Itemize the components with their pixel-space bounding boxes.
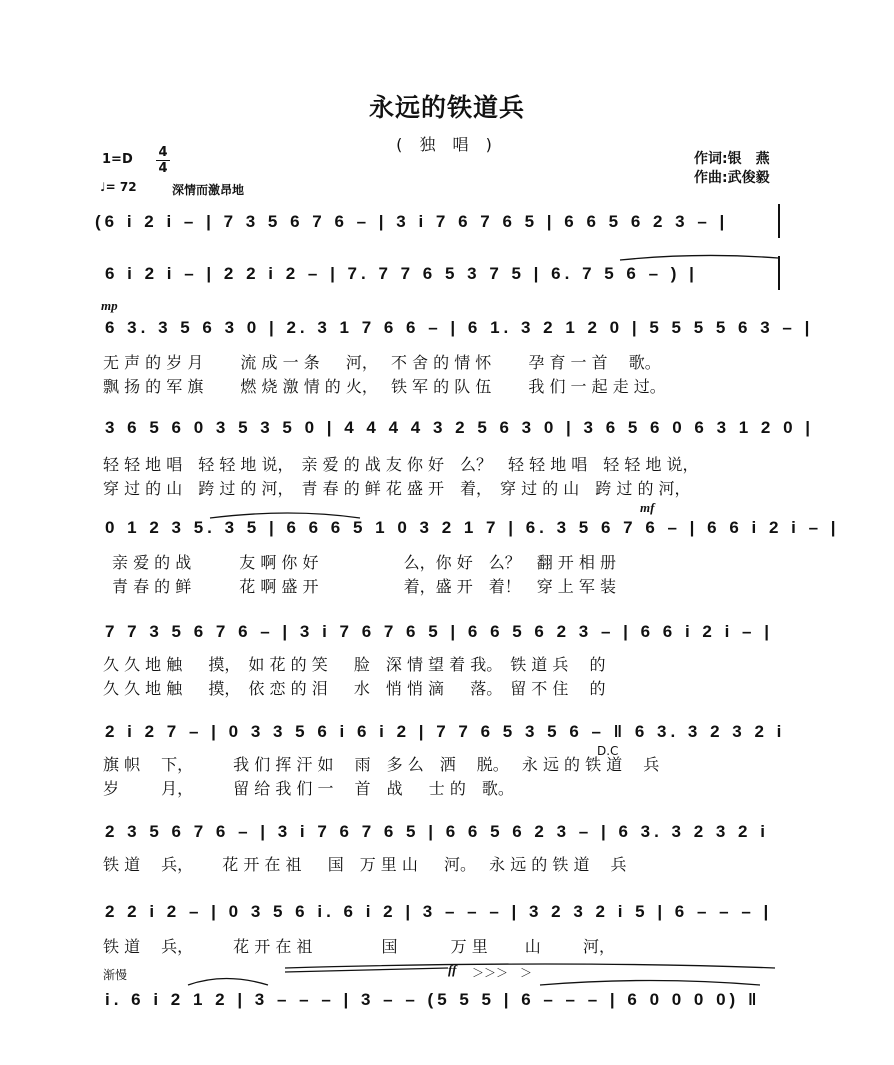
score-row-4-notes: 3 6 5 6 0 3 5 3 5 0 | 4 4 4 4 3 2 5 6 3 0 | 3 6 5 6 0 6 3 1 2 0 | [105, 418, 815, 437]
score-row-5-notes: 0 1 2 3 5. 3 5 | 6 6 6 5 1 0 3 2 1 7 | 6. 3 5 6 7 6 – | 6 6 i 2 i – | [105, 518, 840, 537]
slur [188, 979, 268, 986]
crescendo-line [285, 964, 775, 968]
score-row-6-notes: 7 7 3 5 6 7 6 – | 3 i 7 6 7 6 5 | 6 6 5 6 2 3 – | 6 6 i 2 i – | [105, 622, 773, 641]
slur [620, 255, 778, 260]
dc-marking: D.C [597, 744, 619, 758]
lyrics-row-5-verse-1: 亲 爱 的 战 友 啊 你 好 么，你 好 么？ 翻 开 相 册 [112, 553, 616, 572]
slur [210, 513, 360, 518]
song-subtitle: ( 独 唱 ) [396, 135, 498, 154]
lyrics-row-7-verse-1: 旗 帜 下， 我 们 挥 汗 如 雨 多 么 洒 脱。 永 远 的 铁 道 兵 [103, 755, 660, 774]
lyrics-row-6-verse-2: 久 久 地 触 摸， 依 恋 的 泪 水 悄 悄 滴 落。 留 不 住 的 [103, 679, 606, 698]
dynamic-ff: ff [448, 962, 457, 977]
score-row-2-notes: 6 i 2 i – | 2 2 i 2 – | 7. 7 7 6 5 3 7 5 | 6. 7 5 6 – ) | [105, 264, 698, 283]
time-signature-top: 4 [158, 145, 168, 160]
score-row-3-notes: 6 3. 3 5 6 3 0 | 2. 3 1 7 6 6 – | 6 1. 3 2 1 2 0 | 5 5 5 5 6 3 – | [105, 318, 814, 337]
lyrics-row-4-verse-2: 穿 过 的 山 跨 过 的 河， 青 春 的 鲜 花 盛 开 着， 穿 过 的 山 跨 过 的 河， [103, 479, 691, 498]
score-row-7-notes: 2 i 2 7 – | 0 3 3 5 6 i 6 i 2 | 7 7 6 5 3 5 6 – ‖ 6 3. 3 2 3 2 i [105, 722, 786, 741]
expression-marking: 深情而激昂地 [172, 183, 245, 197]
song-title: 永远的铁道兵 [368, 93, 525, 122]
crescendo-line [285, 968, 448, 972]
lyrics-row-3-verse-1: 无 声 的 岁 月 流 成 一 条 河， 不 舍 的 情 怀 孕 育 一 首 歌。 [103, 353, 661, 372]
composer-credit: 作曲:武俊毅 [694, 170, 770, 186]
accent-marks: ＞＞＞ ＞ [472, 966, 533, 980]
score-row-1-notes: (6 i 2 i – | 7 3 5 6 7 6 – | 3 i 7 6 7 6 5 | 6 6 5 6 2 3 – | [95, 212, 729, 231]
dynamic-mf: mf [640, 500, 655, 515]
lyrics-row-3-verse-2: 飘 扬 的 军 旗 燃 烧 激 情 的 火， 铁 军 的 队 伍 我 们 一 起 走 过。 [103, 377, 666, 396]
dynamic-mp: mp [101, 298, 118, 313]
lyrics-row-9: 铁 道 兵， 花 开 在 祖 国 万 里 山 河， [103, 937, 615, 956]
score-row-9-notes: 2 2 i 2 – | 0 3 5 6 i. 6 i 2 | 3 – – – | 3 2 3 2 i 5 | 6 – – – | [105, 902, 773, 921]
lyrics-row-4-verse-1: 轻 轻 地 唱 轻 轻 地 说， 亲 爱 的 战 友 你 好 么？ 轻 轻 地 唱 轻 轻 地 说， [103, 455, 699, 474]
lyrics-row-7-verse-2: 岁 月， 留 给 我 们 一 首 战 士 的 歌。 [103, 779, 522, 798]
lyrics-row-6-verse-1: 久 久 地 触 摸， 如 花 的 笑 脸 深 情 望 着 我。 铁 道 兵 的 [103, 655, 606, 674]
key-signature: 1=D [102, 152, 133, 167]
lyrics-row-5-verse-2: 青 春 的 鲜 花 啊 盛 开 着，盛 开 着！ 穿 上 军 装 [112, 577, 616, 596]
tempo-marking: ♩= 72 [100, 180, 137, 194]
score-row-8-notes: 2 3 5 6 7 6 – | 3 i 7 6 7 6 5 | 6 6 5 6 2 3 – | 6 3. 3 2 3 2 i [105, 822, 769, 841]
lyrics-row-8: 铁 道 兵， 花 开 在 祖 国 万 里 山 河。 永 远 的 铁 道 兵 [103, 855, 627, 874]
ritardando-marking: 渐慢 [103, 968, 128, 982]
lyricist-credit: 作词:银 燕 [694, 151, 770, 167]
time-signature-bottom: 4 [158, 161, 168, 176]
score-row-10-notes: i. 6 i 2 1 2 | 3 – – – | 3 – – (5 5 5 | 6 – – – | 6 0 0 0 0) ‖ [105, 990, 761, 1009]
slur [540, 981, 760, 986]
